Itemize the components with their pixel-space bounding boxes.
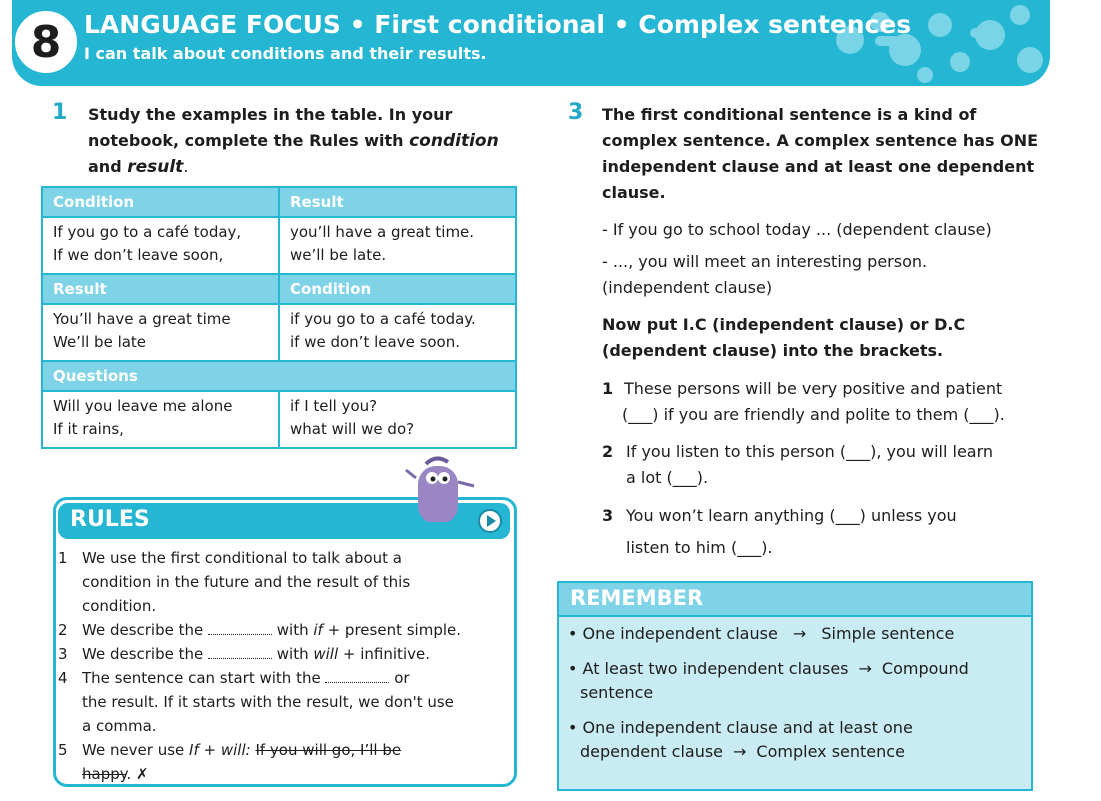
cell-line: You’ll have a great time bbox=[53, 310, 231, 328]
text: with bbox=[272, 621, 314, 639]
arrow-icon: → bbox=[858, 659, 872, 678]
play-icon[interactable] bbox=[477, 508, 503, 534]
exercise-3-line: independent clause and at least one dependent bbox=[602, 157, 1035, 176]
unit-number-badge: 8 bbox=[12, 8, 80, 76]
rule-line: condition. bbox=[82, 597, 157, 615]
cell-line: If you go to a café today, bbox=[53, 223, 242, 241]
italic-term: will bbox=[313, 645, 339, 663]
text: The sentence can start with the bbox=[82, 669, 326, 687]
strikethrough-example: If you will go, I’ll be bbox=[255, 741, 402, 759]
cell-line: If it rains, bbox=[53, 420, 124, 438]
table-header-cell: Condition bbox=[42, 187, 279, 217]
text: Simple sentence bbox=[821, 624, 955, 643]
page-subtitle: I can talk about conditions and their results. bbox=[84, 44, 487, 63]
table-header-row bbox=[42, 361, 516, 391]
rule-line: the result. If it starts with the result, we don't use bbox=[82, 693, 454, 711]
cell-line: what will we do? bbox=[290, 420, 415, 438]
text: sentence bbox=[580, 683, 654, 702]
text: We describe the bbox=[82, 645, 208, 663]
rule-line bbox=[82, 738, 514, 762]
exercise-1-instructions bbox=[88, 102, 528, 180]
table-row bbox=[42, 217, 516, 274]
text: We never use bbox=[82, 741, 190, 759]
text: + present simple. bbox=[322, 621, 461, 639]
item-line[interactable]: You won’t learn anything (___) unless you bbox=[626, 506, 957, 525]
exercise-3-instructions bbox=[602, 102, 1042, 206]
exercise-1-line: Study the examples in the table. In your bbox=[88, 105, 453, 124]
text: and bbox=[88, 157, 128, 176]
instruction-line: Now put I.C (independent clause) or D.C bbox=[602, 315, 966, 334]
cell-line: Will you leave me alone bbox=[53, 397, 233, 415]
cell-line: if we don’t leave soon. bbox=[290, 333, 461, 351]
answer-blank[interactable] bbox=[208, 646, 272, 659]
example-2: - ..., you will meet an interesting person. bbox=[602, 252, 928, 271]
grammar-table bbox=[41, 186, 517, 449]
exercise-1-line bbox=[88, 154, 528, 180]
item-line[interactable]: (___) if you are friendly and polite to them (___). bbox=[622, 405, 1005, 424]
exercise-item bbox=[602, 439, 1042, 491]
table-header-cell: Questions bbox=[42, 361, 516, 391]
text: . bbox=[183, 157, 189, 176]
table-cell bbox=[279, 304, 516, 361]
text: • One independent clause and at least one bbox=[568, 718, 913, 737]
example-2-label: (independent clause) bbox=[602, 278, 773, 297]
cell-line: We’ll be late bbox=[53, 333, 147, 351]
cell-line: If we don’t leave soon, bbox=[53, 246, 224, 264]
answer-blank[interactable] bbox=[208, 622, 272, 635]
cell-line: if you go to a café today. bbox=[290, 310, 476, 328]
text: or bbox=[389, 669, 410, 687]
exercise-1-number: 1 bbox=[52, 100, 68, 125]
rule-number: 3 bbox=[58, 645, 68, 663]
rule-number: 4 bbox=[58, 669, 68, 687]
exercise-item bbox=[602, 503, 1042, 561]
item-line[interactable]: listen to him (___). bbox=[626, 538, 773, 557]
italic-term: if bbox=[313, 621, 323, 639]
text: Complex sentence bbox=[756, 742, 905, 761]
text: • At least two independent clauses bbox=[568, 659, 849, 678]
remember-item bbox=[568, 657, 969, 705]
table-header-cell: Condition bbox=[279, 274, 516, 304]
rule-number: 1 bbox=[58, 549, 68, 567]
table-header-row bbox=[42, 274, 516, 304]
mascot-character-icon bbox=[400, 452, 480, 522]
item-number: 2 bbox=[602, 442, 614, 461]
italic-term: condition bbox=[409, 131, 499, 151]
item-line[interactable]: a lot (___). bbox=[626, 468, 709, 487]
rule-line: We use the first conditional to talk about a bbox=[82, 549, 402, 567]
text: We describe the bbox=[82, 621, 208, 639]
answer-blank[interactable] bbox=[325, 670, 389, 683]
arrow-icon: → bbox=[733, 742, 747, 761]
text: dependent clause bbox=[580, 742, 724, 761]
instruction-line: (dependent clause) into the brackets. bbox=[602, 341, 944, 360]
rule-number: 5 bbox=[58, 741, 68, 759]
exercise-3-line: The first conditional sentence is a kind of bbox=[602, 105, 977, 124]
cell-line: if I tell you? bbox=[290, 397, 378, 415]
table-cell bbox=[42, 304, 279, 361]
rule-line bbox=[82, 762, 514, 786]
text: notebook, complete the Rules with bbox=[88, 131, 410, 150]
table-cell bbox=[279, 217, 516, 274]
italic-term: result bbox=[127, 157, 184, 177]
text: with bbox=[272, 645, 314, 663]
item-line: These persons will be very positive and patient bbox=[624, 379, 1003, 398]
item-number: 3 bbox=[602, 506, 614, 525]
page-title: LANGUAGE FOCUS • First conditional • Complex sentences bbox=[84, 10, 912, 39]
text: Compound bbox=[881, 659, 969, 678]
exercise-item bbox=[602, 376, 1042, 428]
italic-term: If + will: bbox=[189, 741, 256, 759]
exercise-3-number: 3 bbox=[568, 100, 584, 125]
text: • One independent clause bbox=[568, 624, 778, 643]
table-header-cell: Result bbox=[279, 187, 516, 217]
rules-title: RULES bbox=[70, 507, 150, 532]
table-cell bbox=[279, 391, 516, 448]
remember-title: REMEMBER bbox=[570, 586, 704, 610]
text: + infinitive. bbox=[338, 645, 430, 663]
table-row bbox=[42, 391, 516, 448]
exercise-3-line: clause. bbox=[602, 183, 666, 202]
rule-line: condition in the future and the result of this bbox=[82, 573, 411, 591]
table-header-cell: Result bbox=[42, 274, 279, 304]
example-1: - If you go to school today ... (dependent clause) bbox=[602, 220, 992, 239]
remember-item bbox=[568, 716, 913, 764]
cell-line: you’ll have a great time. bbox=[290, 223, 475, 241]
rule-line: a comma. bbox=[82, 717, 157, 735]
arrow-icon: → bbox=[792, 624, 807, 643]
table-cell bbox=[42, 391, 279, 448]
table-row bbox=[42, 304, 516, 361]
table-cell bbox=[42, 217, 279, 274]
strikethrough-example: happy bbox=[82, 765, 127, 783]
rules-list bbox=[0, 546, 520, 786]
table-header-row bbox=[42, 187, 516, 217]
exercise-3-line: complex sentence. A complex sentence has ONE bbox=[602, 131, 1039, 150]
rule-number: 2 bbox=[58, 621, 68, 639]
remember-item bbox=[568, 622, 954, 646]
cell-line: we’ll be late. bbox=[290, 246, 387, 264]
item-line[interactable]: If you listen to this person (___), you will learn bbox=[626, 442, 994, 461]
item-number: 1 bbox=[602, 379, 614, 398]
text: . ✗ bbox=[126, 765, 149, 783]
exercise-1-line bbox=[88, 128, 528, 154]
rule-line bbox=[82, 666, 514, 690]
